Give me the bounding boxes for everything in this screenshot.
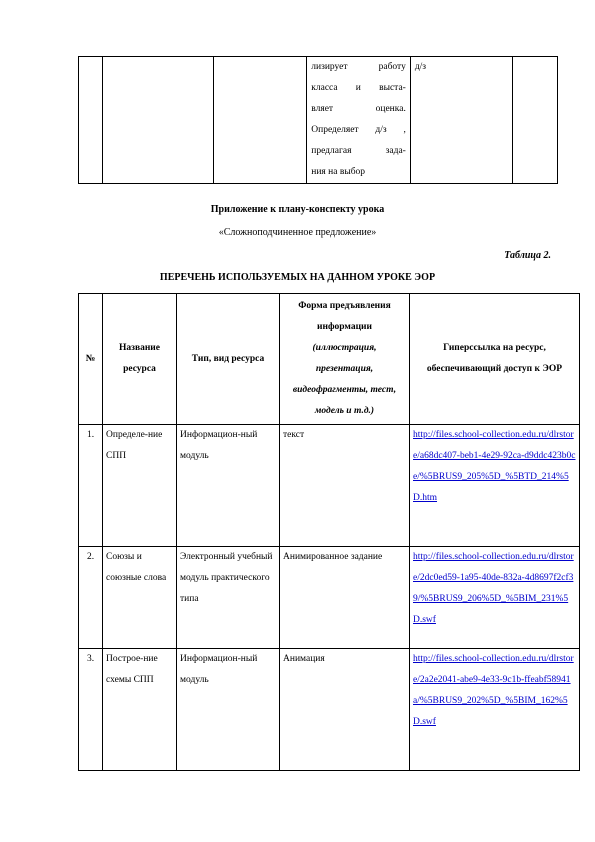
cell-name: Союзы и союзные слова [103, 547, 177, 649]
cell-link [410, 425, 580, 547]
header-no: № [79, 294, 103, 425]
text-line: класса и выста- [311, 83, 406, 93]
continued-table [78, 56, 558, 184]
table-row [79, 57, 558, 184]
table-number: Таблица 2. [504, 250, 551, 261]
table-cell [79, 57, 103, 184]
cell-form: текст [280, 425, 410, 547]
resource-link[interactable]: http://files.school-collection.edu.ru/dlrstore/2dc0ed59-1a95-40de-832a-4d8697f2cf39/%5BRUS9_206%5D_%5BIM_231%5D.swf [413, 552, 574, 625]
table-row [79, 649, 580, 771]
table-cell-homework: д/з [410, 57, 512, 184]
cell-form: Анимированное задание [280, 547, 410, 649]
header-type: Тип, вид ресурса [177, 294, 280, 425]
text-line: Определяет д/з , [311, 125, 406, 135]
cell-no: 2. [79, 547, 103, 649]
table-cell [103, 57, 214, 184]
table-cell [513, 57, 558, 184]
eor-table [78, 293, 580, 771]
text-line: вляет оценка. [311, 104, 406, 114]
cell-type: Информацион-ный модуль [177, 649, 280, 771]
text-line: предлагая зада- [311, 146, 406, 156]
resource-link[interactable]: http://files.school-collection.edu.ru/dlrstore/a68dc407-beb1-4e29-92ca-d9ddc423b0ce/%5BRUS9_205%5D_%5BTD_214%5D.htm [413, 430, 576, 503]
table-cell-activity [307, 57, 411, 184]
cell-no: 3. [79, 649, 103, 771]
appendix-subtitle: «Сложноподчиненное предложение» [218, 227, 377, 238]
cell-link [410, 547, 580, 649]
cell-name: Определе-ние СПП [103, 425, 177, 547]
cell-type: Электронный учебный модуль практического типа [177, 547, 280, 649]
table-row [79, 547, 580, 649]
header-link: Гиперссылка на ресурс, обеспечивающий доступ к ЭОР [410, 294, 580, 425]
header-form-note: (иллюстрация, презентация, видеофрагменты, тест, модель и т.д.) [292, 343, 397, 416]
header-name: Название ресурса [103, 294, 177, 425]
resource-link[interactable]: http://files.school-collection.edu.ru/dlrstore/2a2e2041-abe9-4e33-9c1b-ffeabf58941a/%5BRUS9_202%5D_%5BIM_162%5D.swf [413, 654, 574, 727]
text-line: лизирует работу [311, 62, 406, 72]
cell-name: Построе-ние схемы СПП [103, 649, 177, 771]
cell-no: 1. [79, 425, 103, 547]
cell-link [410, 649, 580, 771]
cell-type: Информацион-ный модуль [177, 425, 280, 547]
cell-form: Анимация [280, 649, 410, 771]
table-cell [214, 57, 307, 184]
text-line: ния на выбор [311, 167, 366, 177]
header-form [280, 294, 410, 425]
appendix-title: Приложение к плану-конспекту урока [210, 204, 385, 215]
list-title: ПЕРЕЧЕНЬ ИСПОЛЬЗУЕМЫХ НА ДАННОМ УРОКЕ ЭОР [159, 272, 436, 283]
table-row [79, 425, 580, 547]
table-header-row [79, 294, 580, 425]
header-form-label: Форма предъявления информации [298, 301, 391, 332]
